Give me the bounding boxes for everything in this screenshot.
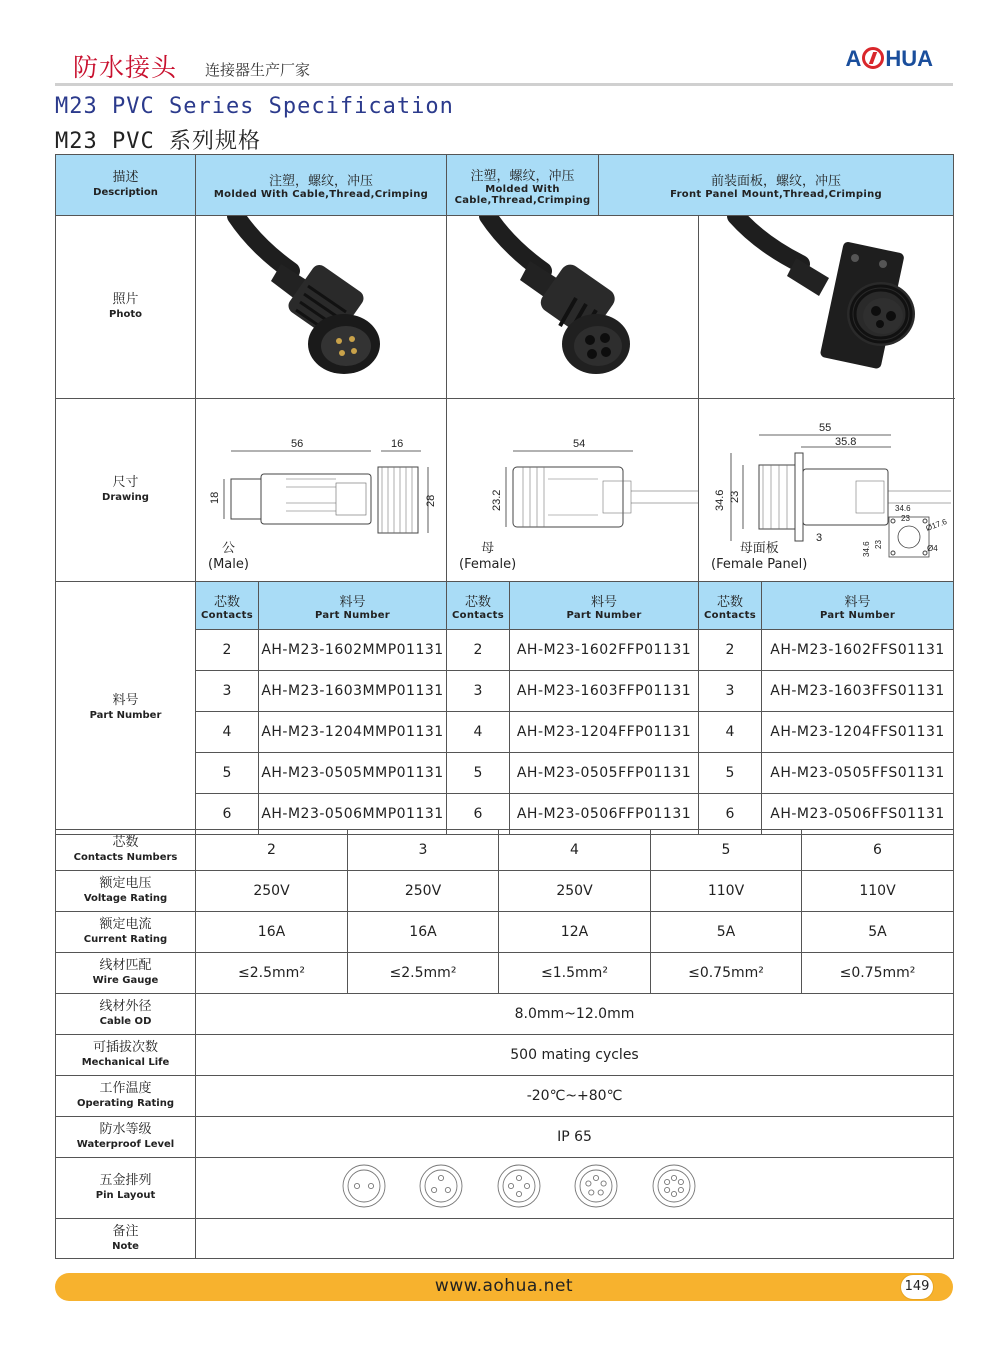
voltage-row bbox=[56, 871, 954, 912]
pn-male: AH-M23-1602MMP01131 bbox=[259, 630, 447, 671]
pn-contacts: 6 bbox=[196, 794, 259, 835]
contacts-value: 5 bbox=[651, 830, 802, 871]
pin-contact bbox=[438, 1175, 443, 1180]
dim-panel-thread: 23 bbox=[729, 490, 742, 503]
pin-layout-cell bbox=[196, 1158, 954, 1219]
pn-contacts-header: 芯数 Contacts bbox=[196, 582, 259, 630]
photo-row bbox=[56, 216, 954, 399]
dim-panel-hole-dia: Ø4 bbox=[927, 544, 938, 553]
pn-male: AH-M23-0505MMP01131 bbox=[259, 753, 447, 794]
pin-contact bbox=[508, 1183, 513, 1188]
op-temp-value: -20℃~+80℃ bbox=[196, 1076, 954, 1117]
pn-contacts: 6 bbox=[447, 794, 510, 835]
spec-table bbox=[55, 154, 954, 835]
pn-contacts-header: 芯数 Contacts bbox=[699, 582, 762, 630]
footer-url[interactable]: www.aohua.net bbox=[434, 1276, 574, 1296]
voltage-value: 250V bbox=[499, 871, 651, 912]
pin-layout-5-icon bbox=[575, 1165, 617, 1207]
male-drawing bbox=[196, 399, 447, 582]
current-row bbox=[56, 912, 954, 953]
op-temp-row bbox=[56, 1076, 954, 1117]
current-value: 12A bbox=[499, 912, 651, 953]
waterproof-label: 防水等级 Waterproof Level bbox=[56, 1117, 196, 1158]
pin-contact bbox=[678, 1179, 683, 1184]
description-label: 描述 Description bbox=[56, 155, 196, 216]
voltage-label: 额定电压 Voltage Rating bbox=[56, 871, 196, 912]
pn-contacts: 4 bbox=[699, 712, 762, 753]
pin-contact bbox=[516, 1191, 521, 1196]
pn-partnumber-header: 料号 Part Number bbox=[510, 582, 699, 630]
column-female-header: 注塑，螺纹，冲压 Molded With Cable,Thread,Crimping bbox=[447, 155, 599, 216]
pin-contact bbox=[665, 1187, 670, 1192]
pn-contacts: 4 bbox=[196, 712, 259, 753]
dim-panel-hole-pitch: 23 bbox=[901, 514, 910, 523]
pn-female: AH-M23-1603FFP01131 bbox=[510, 671, 699, 712]
op-temp-label: 工作温度 Operating Rating bbox=[56, 1076, 196, 1117]
pin-contact bbox=[665, 1179, 670, 1184]
page-header bbox=[55, 40, 953, 84]
pin-layout-diagrams bbox=[196, 1158, 954, 1214]
dim-male-dia: 18 bbox=[209, 491, 221, 504]
pn-female: AH-M23-1602FFP01131 bbox=[510, 630, 699, 671]
pn-panel: AH-M23-0505FFS01131 bbox=[762, 753, 954, 794]
pin-contact bbox=[368, 1183, 373, 1188]
brand-logo: A HUA bbox=[845, 46, 933, 71]
column-male-header: 注塑，螺纹，冲压 Molded With Cable,Thread,Crimping bbox=[196, 155, 447, 216]
pn-contacts: 3 bbox=[196, 671, 259, 712]
pin-layout-label: 五金排列 Pin Layout bbox=[56, 1158, 196, 1219]
pn-partnumber-header: 料号 Part Number bbox=[259, 582, 447, 630]
wire-gauge-value: ≤1.5mm² bbox=[499, 953, 651, 994]
panel-drawing bbox=[699, 399, 954, 582]
description-row bbox=[56, 155, 954, 216]
cable-od-value: 8.0mm~12.0mm bbox=[196, 994, 954, 1035]
pn-contacts: 6 bbox=[699, 794, 762, 835]
contacts-label: 芯数 Contacts Numbers bbox=[56, 830, 196, 871]
pn-panel: AH-M23-0506FFS01131 bbox=[762, 794, 954, 835]
contacts-value: 2 bbox=[196, 830, 348, 871]
header-divider bbox=[55, 83, 953, 86]
drawing-row bbox=[56, 399, 954, 582]
dim-panel-length: 55 bbox=[819, 422, 832, 434]
pn-contacts: 2 bbox=[447, 630, 510, 671]
pn-contacts-header: 芯数 Contacts bbox=[447, 582, 510, 630]
contacts-row bbox=[56, 830, 954, 871]
pin-contact bbox=[671, 1175, 676, 1180]
pn-contacts: 3 bbox=[447, 671, 510, 712]
pn-male: AH-M23-1204MMP01131 bbox=[259, 712, 447, 753]
pin-layout-6-icon bbox=[653, 1165, 695, 1207]
pin-contact bbox=[586, 1181, 591, 1186]
pin-contact bbox=[524, 1183, 529, 1188]
female-caption: 母 (Female) bbox=[459, 541, 517, 572]
pn-partnumber-header: 料号 Part Number bbox=[762, 582, 954, 630]
note-row bbox=[56, 1219, 954, 1259]
current-value: 16A bbox=[348, 912, 499, 953]
pn-contacts: 5 bbox=[447, 753, 510, 794]
wire-gauge-value: ≤0.75mm² bbox=[651, 953, 802, 994]
column-panel-header: 前装面板，螺纹，冲压 Front Panel Mount,Thread,Crimping bbox=[599, 155, 954, 216]
wire-gauge-value: ≤2.5mm² bbox=[348, 953, 499, 994]
voltage-value: 250V bbox=[348, 871, 499, 912]
dim-female-length: 54 bbox=[572, 438, 585, 450]
pn-header-row bbox=[56, 582, 954, 630]
panel-caption: 母面板 (Female Panel) bbox=[711, 541, 808, 572]
pn-female: AH-M23-0506FFP01131 bbox=[510, 794, 699, 835]
pin-contact bbox=[445, 1187, 450, 1192]
pin-contact bbox=[354, 1183, 359, 1188]
dim-panel-cutout: Ø17.6 bbox=[924, 516, 949, 533]
page-number: 149 bbox=[900, 1274, 934, 1300]
pin-layout-2-icon bbox=[343, 1165, 385, 1207]
title-english: M23 PVC Series Specification bbox=[55, 94, 454, 119]
waterproof-value: IP 65 bbox=[196, 1117, 954, 1158]
pin-contact bbox=[589, 1190, 594, 1195]
contacts-value: 4 bbox=[499, 830, 651, 871]
header-title: 防水接头 bbox=[73, 53, 178, 82]
pin-contact bbox=[516, 1175, 521, 1180]
pn-panel: AH-M23-1204FFS01131 bbox=[762, 712, 954, 753]
footer-bar bbox=[55, 1273, 953, 1301]
waterproof-row bbox=[56, 1117, 954, 1158]
pin-contact bbox=[432, 1187, 437, 1192]
dim-panel-flange: 34.6 bbox=[714, 489, 727, 511]
pin-layout-3-icon bbox=[420, 1165, 462, 1207]
pn-female: AH-M23-0505FFP01131 bbox=[510, 753, 699, 794]
logo-o-icon bbox=[862, 47, 884, 69]
mech-life-value: 500 mating cycles bbox=[196, 1035, 954, 1076]
dim-panel-thick: 3 bbox=[816, 532, 823, 544]
wire-gauge-label: 线材匹配 Wire Gauge bbox=[56, 953, 196, 994]
contacts-value: 3 bbox=[348, 830, 499, 871]
dim-panel-sq: 34.6 bbox=[862, 541, 872, 557]
note-value bbox=[196, 1219, 954, 1259]
pin-contact bbox=[593, 1175, 598, 1180]
note-label: 备注 Note bbox=[56, 1219, 196, 1259]
pn-male: AH-M23-0506MMP01131 bbox=[259, 794, 447, 835]
dim-panel-sq-pitch: 23 bbox=[874, 540, 884, 549]
mech-life-row bbox=[56, 1035, 954, 1076]
current-value: 5A bbox=[802, 912, 954, 953]
wire-gauge-value: ≤0.75mm² bbox=[802, 953, 954, 994]
pin-contact bbox=[671, 1191, 676, 1196]
pn-contacts: 5 bbox=[699, 753, 762, 794]
voltage-value: 110V bbox=[651, 871, 802, 912]
drawing-label: 尺寸 Drawing bbox=[56, 399, 196, 582]
pn-contacts: 4 bbox=[447, 712, 510, 753]
dim-male-length: 56 bbox=[291, 438, 304, 450]
contacts-value: 6 bbox=[802, 830, 954, 871]
current-value: 16A bbox=[196, 912, 348, 953]
pn-contacts: 2 bbox=[699, 630, 762, 671]
mech-life-label: 可插拔次数 Mechanical Life bbox=[56, 1035, 196, 1076]
dim-panel-body: 35.8 bbox=[835, 436, 857, 448]
spec-values-table bbox=[55, 829, 954, 1259]
header-subtitle: 连接器生产厂家 bbox=[205, 61, 311, 79]
current-value: 5A bbox=[651, 912, 802, 953]
pin-layout-4-icon bbox=[498, 1165, 540, 1207]
pn-female: AH-M23-1204FFP01131 bbox=[510, 712, 699, 753]
cable-od-label: 线材外径 Cable OD bbox=[56, 994, 196, 1035]
pin-layout-row bbox=[56, 1158, 954, 1219]
pn-contacts: 5 bbox=[196, 753, 259, 794]
dim-female-dia: 23.2 bbox=[490, 489, 503, 511]
current-label: 额定电流 Current Rating bbox=[56, 912, 196, 953]
pn-contacts: 2 bbox=[196, 630, 259, 671]
dim-male-nut-dia: 28 bbox=[425, 494, 437, 507]
pn-panel: AH-M23-1602FFS01131 bbox=[762, 630, 954, 671]
dim-male-nut: 16 bbox=[391, 438, 404, 450]
male-photo bbox=[196, 216, 447, 399]
pin-contact bbox=[601, 1181, 606, 1186]
pin-contact bbox=[678, 1187, 683, 1192]
male-caption: 公 (Male) bbox=[208, 541, 249, 572]
title-chinese: M23 PVC 系列规格 bbox=[55, 129, 261, 154]
voltage-value: 110V bbox=[802, 871, 954, 912]
photo-label: 照片 Photo bbox=[56, 216, 196, 399]
pn-panel: AH-M23-1603FFS01131 bbox=[762, 671, 954, 712]
dim-panel-hole-span: 34.6 bbox=[895, 504, 911, 513]
wire-gauge-value: ≤2.5mm² bbox=[196, 953, 348, 994]
pn-male: AH-M23-1603MMP01131 bbox=[259, 671, 447, 712]
female-drawing bbox=[447, 399, 699, 582]
female-photo bbox=[447, 216, 699, 399]
panel-photo bbox=[699, 216, 954, 399]
wire-gauge-row bbox=[56, 953, 954, 994]
pn-contacts: 3 bbox=[699, 671, 762, 712]
voltage-value: 250V bbox=[196, 871, 348, 912]
cable-od-row bbox=[56, 994, 954, 1035]
part-number-label: 料号 Part Number bbox=[56, 582, 196, 835]
pin-contact bbox=[598, 1190, 603, 1195]
